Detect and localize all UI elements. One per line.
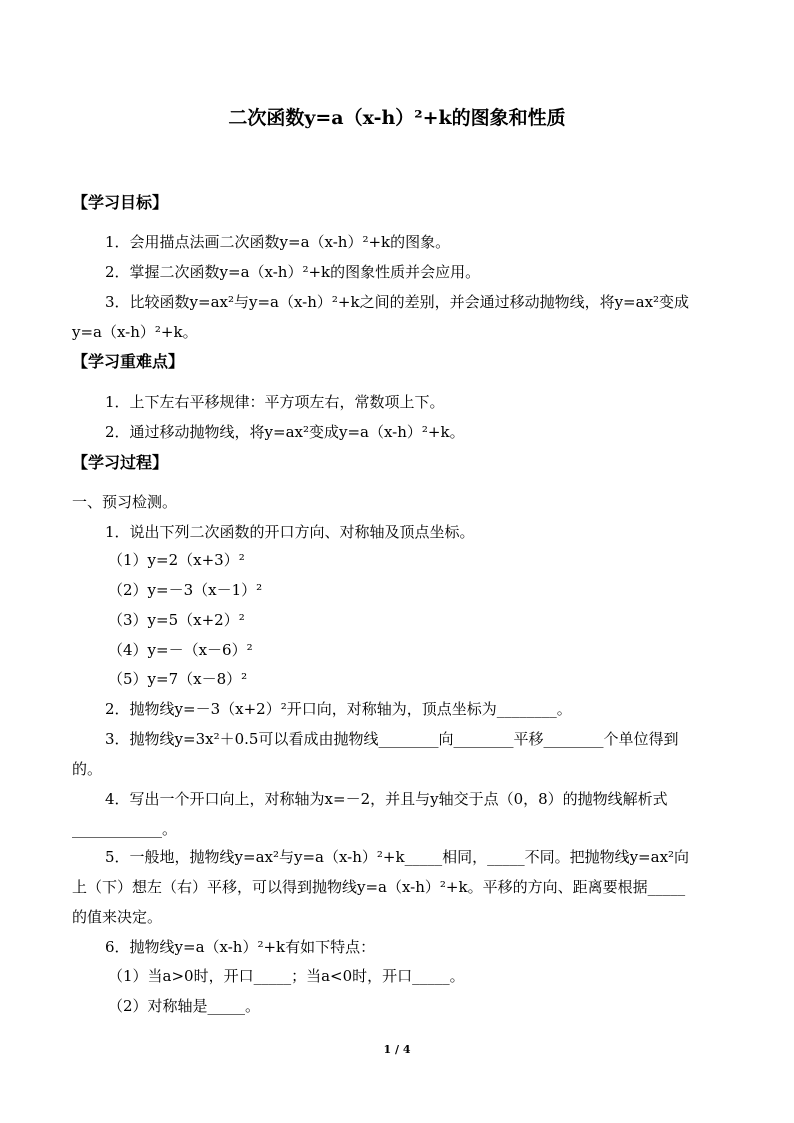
question-1-item-2: （2）y=－3（x－1）² bbox=[108, 581, 263, 599]
question-2: 2．抛物线y=－3（x+2）²开口向，对称轴为，顶点坐标为________。 bbox=[105, 700, 572, 718]
goal-item-3-continued: y=a（x-h）²+k。 bbox=[72, 323, 198, 341]
question-6-item-1: （1）当a>0时，开口_____；当a<0时，开口_____。 bbox=[108, 967, 465, 985]
question-6: 6．抛物线y=a（x-h）²+k有如下特点： bbox=[105, 938, 376, 956]
question-3-continued: 的。 bbox=[72, 760, 103, 778]
question-5-line-3: 的值来决定。 bbox=[72, 908, 163, 926]
question-1: 1．说出下列二次函数的开口方向、对称轴及顶点坐标。 bbox=[105, 523, 475, 541]
goal-item-1: 1．会用描点法画二次函数y=a（x-h）²+k的图象。 bbox=[105, 233, 451, 251]
key-point-1: 1．上下左右平移规律：平方项左右，常数项上下。 bbox=[105, 393, 445, 411]
page-number: 1 / 4 bbox=[383, 1043, 411, 1056]
page-title: 二次函数y=a（x-h）²+k的图象和性质 bbox=[228, 107, 566, 129]
process-part-1: 一、预习检测。 bbox=[72, 493, 178, 511]
question-4-continued: ____________。 bbox=[72, 820, 178, 838]
goal-item-2: 2．掌握二次函数y=a（x-h）²+k的图象性质并会应用。 bbox=[105, 263, 481, 281]
question-3: 3．抛物线y=3x²＋0.5可以看成由抛物线________向________平移________个单位得到 bbox=[105, 730, 679, 748]
question-1-item-3: （3）y=5（x+2）² bbox=[108, 611, 245, 629]
section-key-heading: 【学习重难点】 bbox=[72, 352, 185, 371]
key-point-2: 2．通过移动抛物线，将y=ax²变成y=a（x-h）²+k。 bbox=[105, 423, 465, 441]
question-1-item-4: （4）y=－（x－6）² bbox=[108, 641, 253, 659]
question-4: 4．写出一个开口向上，对称轴为x=－2，并且与y轴交于点（0，8）的抛物线解析式 bbox=[105, 790, 668, 808]
question-5-line-2: 上（下）想左（右）平移，可以得到抛物线y=a（x-h）²+k。平移的方向、距离要根据_____ bbox=[72, 878, 686, 896]
section-goals-heading: 【学习目标】 bbox=[72, 193, 169, 212]
question-5: 5．一般地，抛物线y=ax²与y=a（x-h）²+k_____相同，_____不同。把抛物线y=ax²向 bbox=[105, 848, 690, 866]
section-process-heading: 【学习过程】 bbox=[72, 453, 169, 472]
question-6-item-2: （2）对称轴是_____。 bbox=[108, 997, 261, 1015]
question-1-item-5: （5）y=7（x－8）² bbox=[108, 670, 248, 688]
question-1-item-1: （1）y=2（x+3）² bbox=[108, 551, 245, 569]
goal-item-3: 3．比较函数y=ax²与y=a（x-h）²+k之间的差别，并会通过移动抛物线，将y=ax²变成 bbox=[105, 293, 690, 311]
